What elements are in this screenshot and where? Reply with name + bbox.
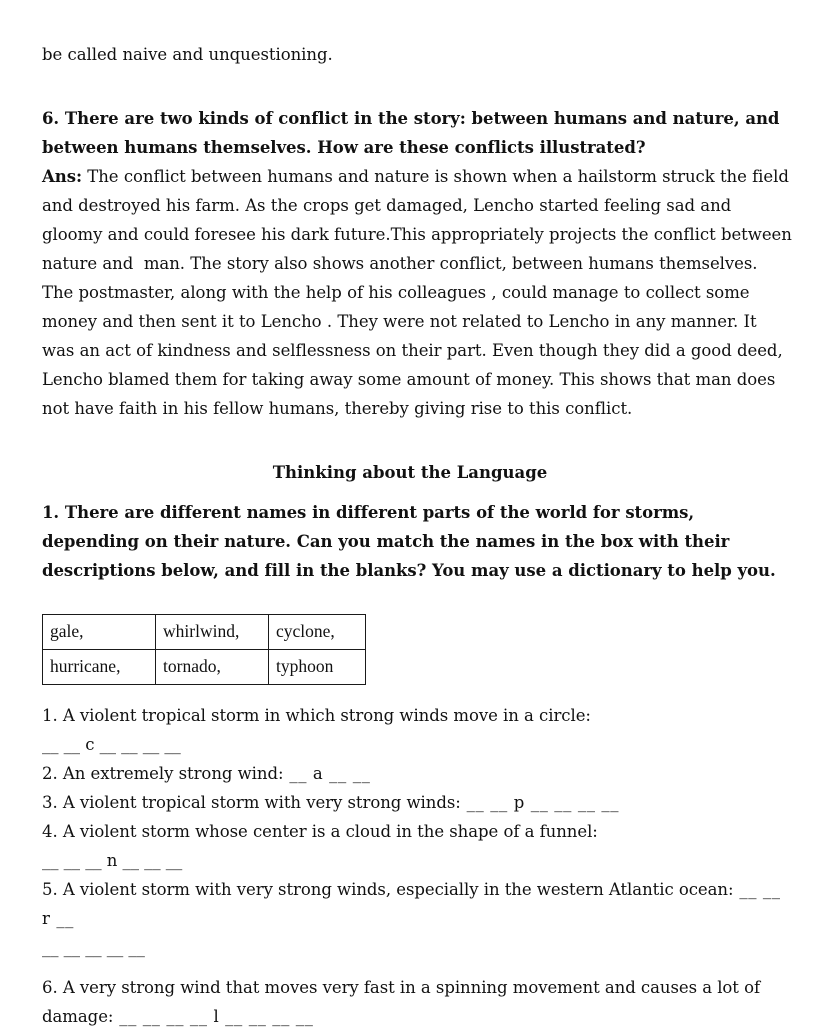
list-item xyxy=(42,973,792,1031)
item-spacer xyxy=(42,962,792,973)
item-description: A violent tropical storm with very strong winds: xyxy=(57,793,461,812)
item-description: A violent storm with very strong winds, especially in the western Atlantic ocean: xyxy=(57,880,734,899)
item-blanks-inline: __ __ r __ xyxy=(42,880,787,928)
item-description: A very strong wind that moves very fast in a spinning movement and causes a lot of damage: xyxy=(42,978,766,1026)
item-description: An extremely strong wind: xyxy=(57,764,284,783)
item-number: 5. xyxy=(42,880,58,899)
word-box-container xyxy=(42,614,366,685)
item-blanks-wrapped: __ __ __ n __ __ __ xyxy=(42,851,183,870)
question-6-prompt-line-2: between humans themselves. How are these conflicts illustrated? xyxy=(42,138,646,157)
section-heading-thinking-about-the-language: Thinking about the Language xyxy=(272,463,548,482)
item-blanks-wrapped: __ __ __ __ __ xyxy=(42,938,145,957)
question-6-prompt-line-1: 6. There are two kinds of conflict in the story: between humans and nature, and xyxy=(42,109,780,128)
table-row xyxy=(43,615,366,650)
item-number: 6. xyxy=(42,978,58,997)
table-row xyxy=(43,650,366,685)
item-blanks-wrapped: __ __ c __ __ __ __ xyxy=(42,735,181,754)
item-number: 4. xyxy=(42,822,58,841)
item-number: 3. xyxy=(42,793,58,812)
question-6-prompt xyxy=(42,104,779,162)
item-blanks-inline: __ __ p __ __ __ __ xyxy=(460,793,620,812)
word-box-cell: cyclone, xyxy=(269,615,366,650)
fill-in-items-list xyxy=(42,701,792,1031)
item-description: A violent tropical storm in which strong winds move in a circle: xyxy=(57,706,591,725)
item-number: 1. xyxy=(42,706,58,725)
answer-body-text: The conflict between humans and nature is shown when a hailstorm struck the field and destroyed his farm. As the crops get damaged, Lencho started feeling sad and gloomy and could foresee his dark future.This appropriately projects the conflict between nature and man. The story also shows another conflict, between humans themselves. The postmaster, along with the help of his colleagues , could manage to collect some money and then sent it to Lencho . They were not related to Lencho in any manner. It was an act of kindness and selflessness on their part. Even though they did a good deed, Lencho blamed them for taking away some amount of money. This shows that man does not have faith in his fellow humans, thereby giving rise to this conflict. xyxy=(42,167,798,418)
list-item xyxy=(42,701,792,730)
list-item xyxy=(42,817,792,846)
item-blanks-inline: __ a __ __ xyxy=(283,764,371,783)
question-1-prompt: 1. There are different names in different parts of the world for storms, depending on their nature. Can you match the names in the box with their descriptions below, and fill in the blanks? You may use a dictionary to help you. xyxy=(42,503,776,580)
word-box-cell: whirlwind, xyxy=(156,615,269,650)
word-box-cell: gale, xyxy=(43,615,156,650)
word-box-body xyxy=(43,615,366,685)
continuation-paragraph: be called naive and unquestioning. xyxy=(42,45,333,64)
word-box-cell: typhoon xyxy=(269,650,366,685)
list-item xyxy=(42,759,792,788)
answer-label: Ans: xyxy=(42,167,82,186)
word-box-cell: tornado, xyxy=(156,650,269,685)
item-blanks-inline: __ __ __ __ l __ __ __ __ xyxy=(113,1007,314,1026)
question-6-answer xyxy=(42,162,798,423)
list-item xyxy=(42,788,792,817)
word-box-table xyxy=(42,614,366,685)
list-item xyxy=(42,875,792,933)
item-description: A violent storm whose center is a cloud in the shape of a funnel: xyxy=(57,822,598,841)
word-box-cell: hurricane, xyxy=(43,650,156,685)
item-number: 2. xyxy=(42,764,58,783)
